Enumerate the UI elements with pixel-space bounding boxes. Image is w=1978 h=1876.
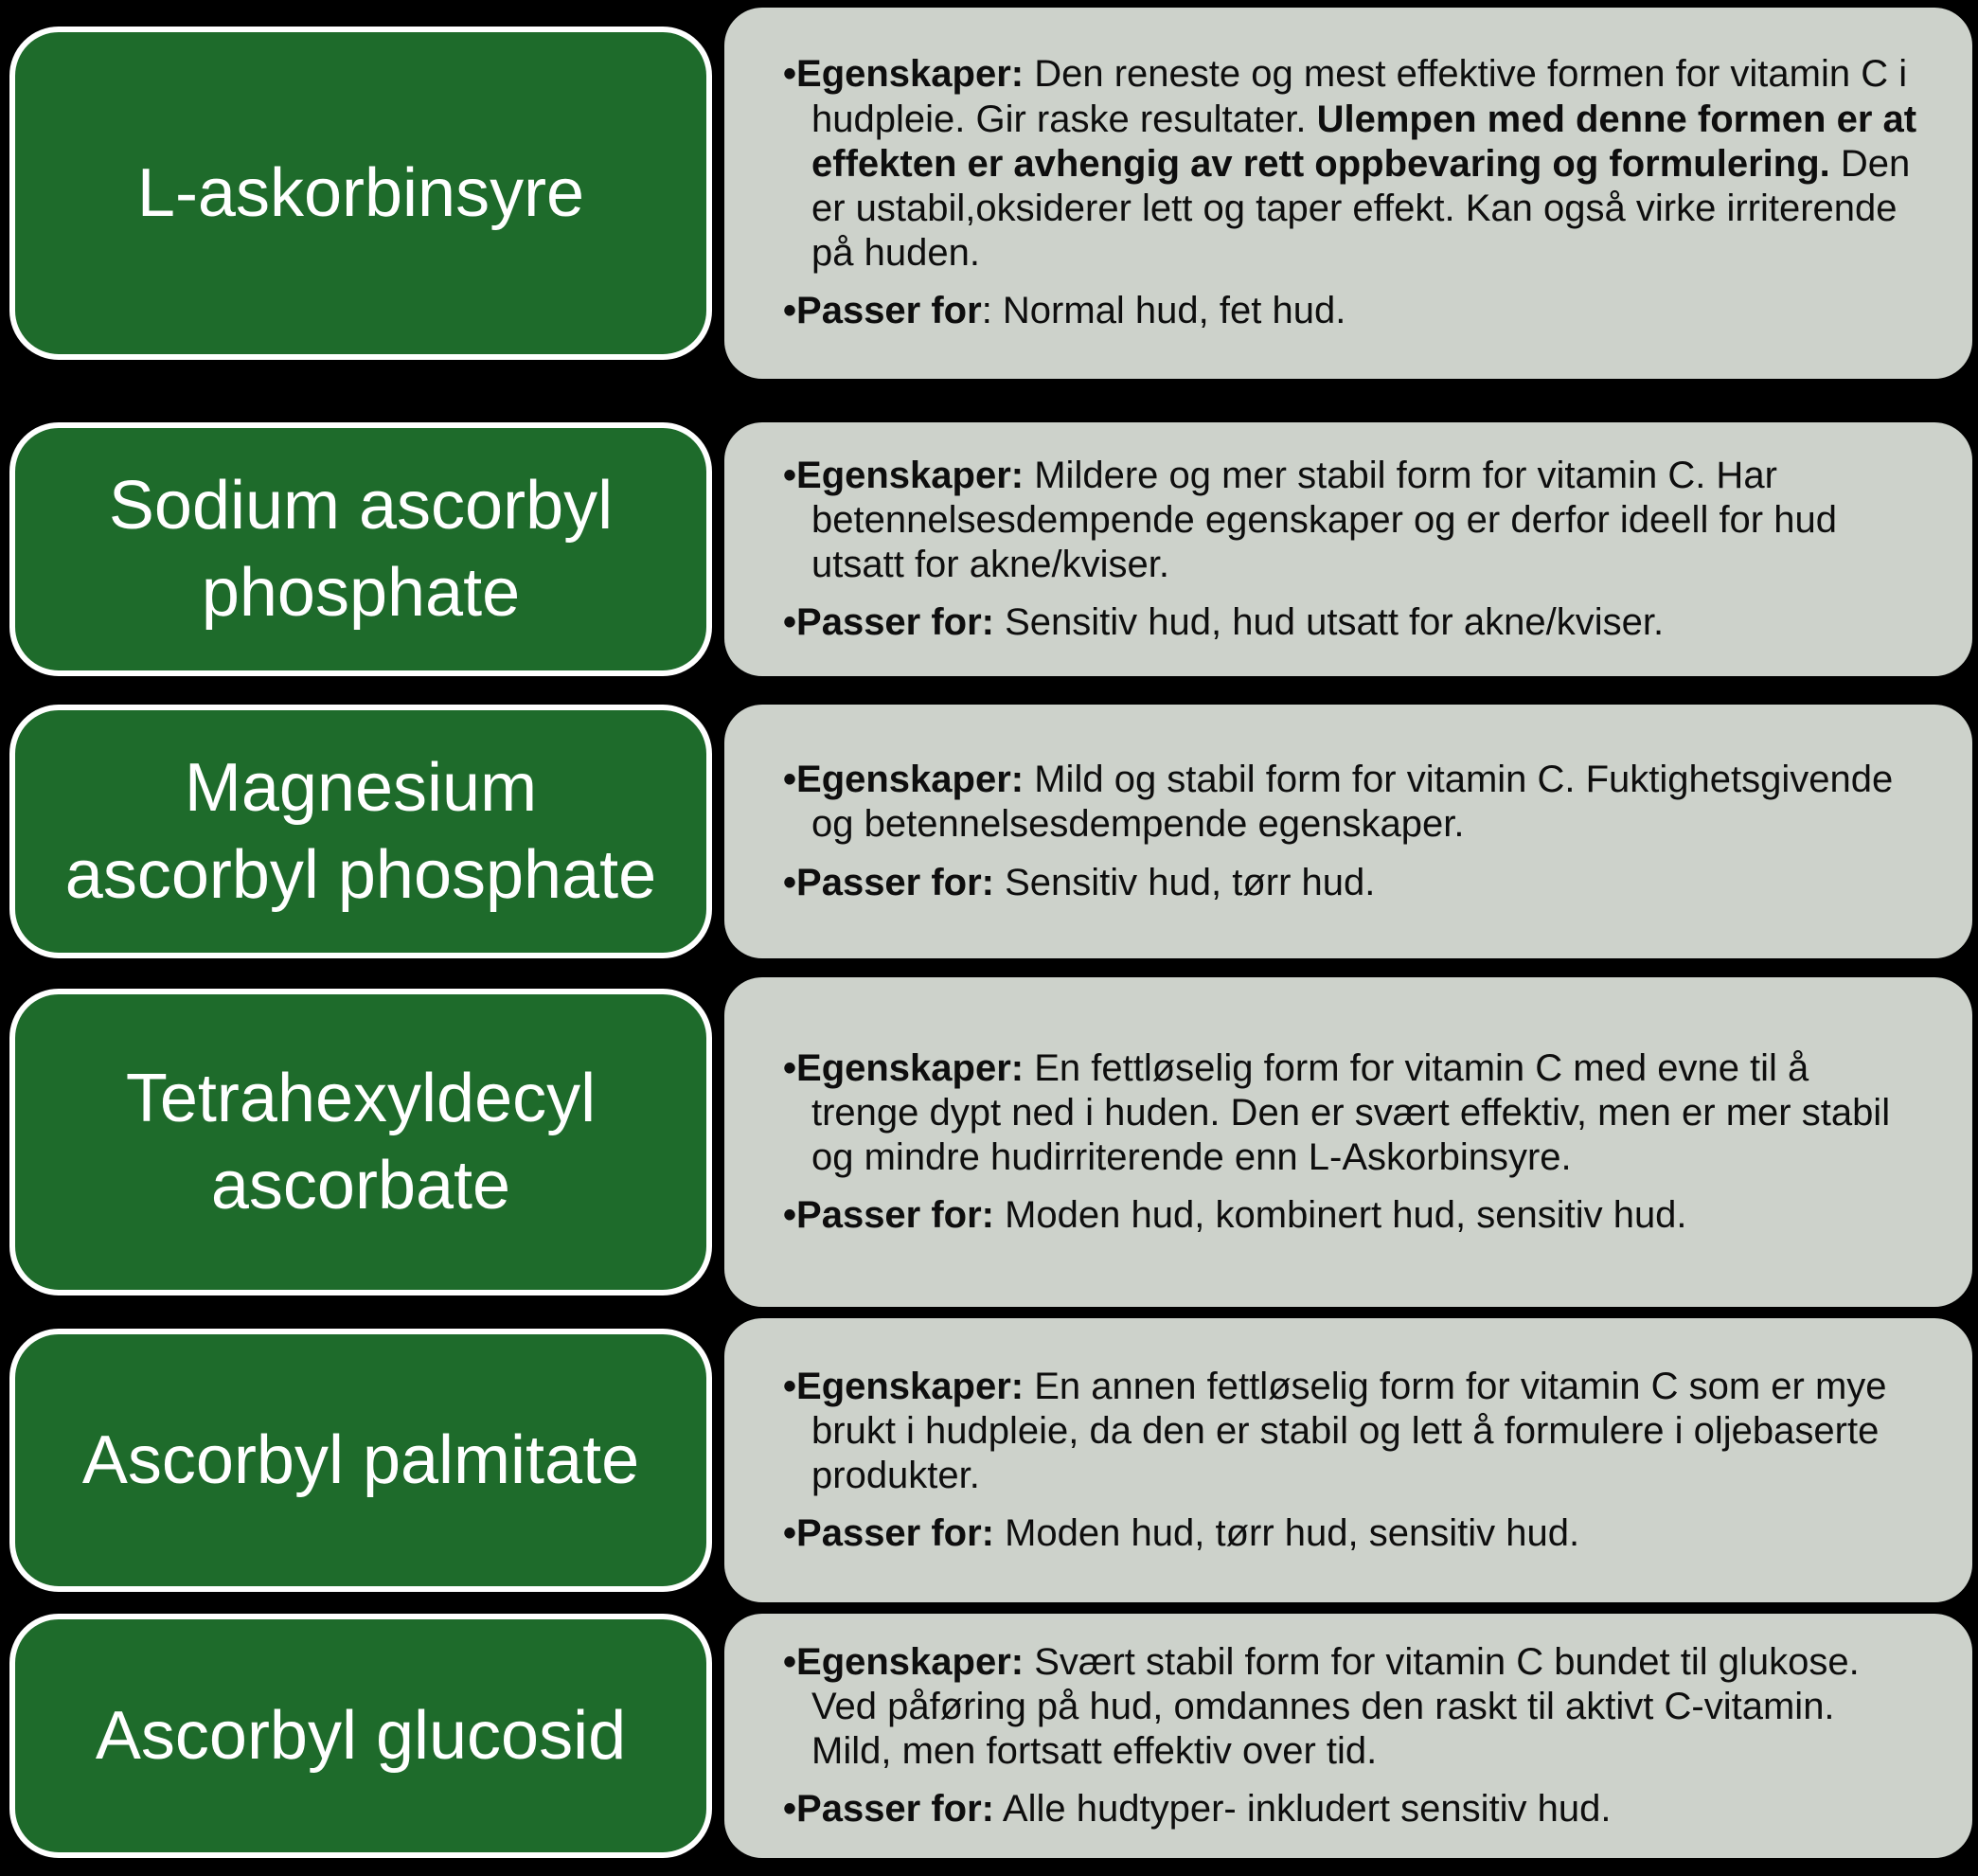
bullet-icon: • (783, 1512, 797, 1555)
bullet-text: En annen fettløselig form for vitamin C som er mye brukt i hudpleie, da den er stabil og lett å formulere i oljebaserte produkter. (811, 1365, 1887, 1496)
row (9, 977, 1972, 1307)
bullet-icon: • (783, 861, 797, 903)
name-line: Sodium ascorbyl (108, 467, 614, 544)
bullet-icon: • (783, 454, 797, 496)
bullet-icon: • (783, 1046, 797, 1089)
ingredient-name-label (118, 150, 603, 237)
description-bullet (783, 758, 1920, 847)
bullet-label: Egenskaper: (796, 759, 1025, 801)
name-line: phosphate (201, 555, 521, 631)
ingredient-name-label (46, 744, 675, 919)
row (9, 8, 1972, 379)
ingredient-name-box (9, 422, 712, 676)
description-bullet (783, 289, 1920, 333)
bullet-text: Den reneste og mest effektive formen for vitamin C i hudpleie. Gir raske resultater. (811, 53, 1908, 140)
row (9, 705, 1972, 958)
name-line: Tetrahexyldecyl (125, 1060, 597, 1136)
description-box (724, 8, 1972, 379)
bullet-label: Passer for: (796, 861, 994, 903)
description-bullet (783, 1046, 1920, 1181)
description-box (724, 977, 1972, 1307)
ingredient-name-label (63, 1417, 658, 1504)
bullet-label: Ulempen med denne formen er at effekten er avhengig av rett oppbevaring og formulering. (811, 98, 1917, 185)
bullet-text: : Normal hud, fet hud. (981, 290, 1346, 332)
ingredient-name-label (90, 462, 632, 636)
description-bullet (783, 1511, 1920, 1556)
name-line: L-askorbinsyre (136, 154, 585, 231)
bullet-icon: • (783, 759, 797, 801)
description-bullet (783, 600, 1920, 645)
bullet-label: Egenskaper: (796, 1046, 1025, 1089)
description-bullet (783, 1193, 1920, 1238)
bullet-icon: • (783, 1640, 797, 1683)
bullet-text: Alle hudtyper- inkludert sensitiv hud. (994, 1788, 1612, 1831)
description-box (724, 1614, 1972, 1858)
ingredient-name-label (77, 1692, 645, 1779)
ingredient-name-box (9, 27, 712, 360)
bullet-icon: • (783, 53, 797, 96)
bullet-label: Egenskaper: (796, 1640, 1025, 1683)
name-line: ascorbate (210, 1148, 511, 1224)
bullet-text: En fettløselig form for vitamin C med evne til å trenge dypt ned i huden. Den er svært effektiv, men er mer stabil og mindre hudirriterende enn L-Askorbinsyre. (811, 1046, 1891, 1178)
row (9, 422, 1972, 676)
bullet-label: Passer for: (796, 1788, 994, 1831)
bullet-text: Moden hud, tørr hud, sensitiv hud. (994, 1512, 1580, 1555)
bullet-icon: • (783, 601, 797, 644)
bullet-text: Mild og stabil form for vitamin C. Fuktighetsgivende og betennelsesdempende egenskaper. (811, 759, 1894, 846)
description-bullet (783, 861, 1920, 905)
rows (9, 8, 1972, 1858)
name-line: Ascorbyl glucosid (95, 1697, 627, 1774)
bullet-text: Sensitiv hud, hud utsatt for akne/kviser. (994, 601, 1665, 644)
ingredient-name-box (9, 1329, 712, 1592)
bullet-icon: • (783, 1194, 797, 1237)
name-line: Ascorbyl palmitate (81, 1421, 640, 1498)
description-bullet (783, 52, 1920, 276)
ingredient-name-label (107, 1055, 615, 1229)
bullet-text: Sensitiv hud, tørr hud. (994, 861, 1376, 903)
bullet-label: Passer for: (796, 1512, 994, 1555)
name-line: Magnesium (184, 749, 538, 826)
bullet-text: Den er ustabil,oksiderer lett og taper effekt. Kan også virke irriterende på huden. (811, 142, 1911, 275)
bullet-icon: • (783, 1788, 797, 1831)
ingredient-name-box (9, 705, 712, 958)
bullet-label: Egenskaper: (796, 454, 1025, 496)
bullet-icon: • (783, 290, 797, 332)
bullet-text: Svært stabil form for vitamin C bundet til glukose. Ved påføring på hud, omdannes den raskt til aktivt C-vitamin. Mild, men fortsatt effektiv over tid. (811, 1640, 1860, 1772)
ingredient-name-box (9, 989, 712, 1295)
description-bullet (783, 454, 1920, 588)
name-line: ascorbyl phosphate (64, 837, 657, 913)
description-box (724, 705, 1972, 958)
description-box (724, 422, 1972, 676)
description-box (724, 1318, 1972, 1602)
description-bullet (783, 1787, 1920, 1831)
bullet-icon: • (783, 1365, 797, 1407)
bullet-label: Egenskaper: (796, 1365, 1025, 1407)
row (9, 1318, 1972, 1602)
ingredient-name-box (9, 1614, 712, 1858)
description-bullet (783, 1640, 1920, 1775)
bullet-text: Moden hud, kombinert hud, sensitiv hud. (994, 1194, 1687, 1237)
bullet-label: Passer for: (796, 601, 994, 644)
row (9, 1614, 1972, 1858)
bullet-label: Egenskaper: (796, 53, 1025, 96)
bullet-label: Passer for: (796, 1194, 994, 1237)
description-bullet (783, 1365, 1920, 1499)
bullet-label: Passer for (796, 290, 982, 332)
bullet-text: Mildere og mer stabil form for vitamin C. Har betennelsesdempende egenskaper og er derfor ideell for hud utsatt for akne/kviser. (811, 454, 1837, 585)
